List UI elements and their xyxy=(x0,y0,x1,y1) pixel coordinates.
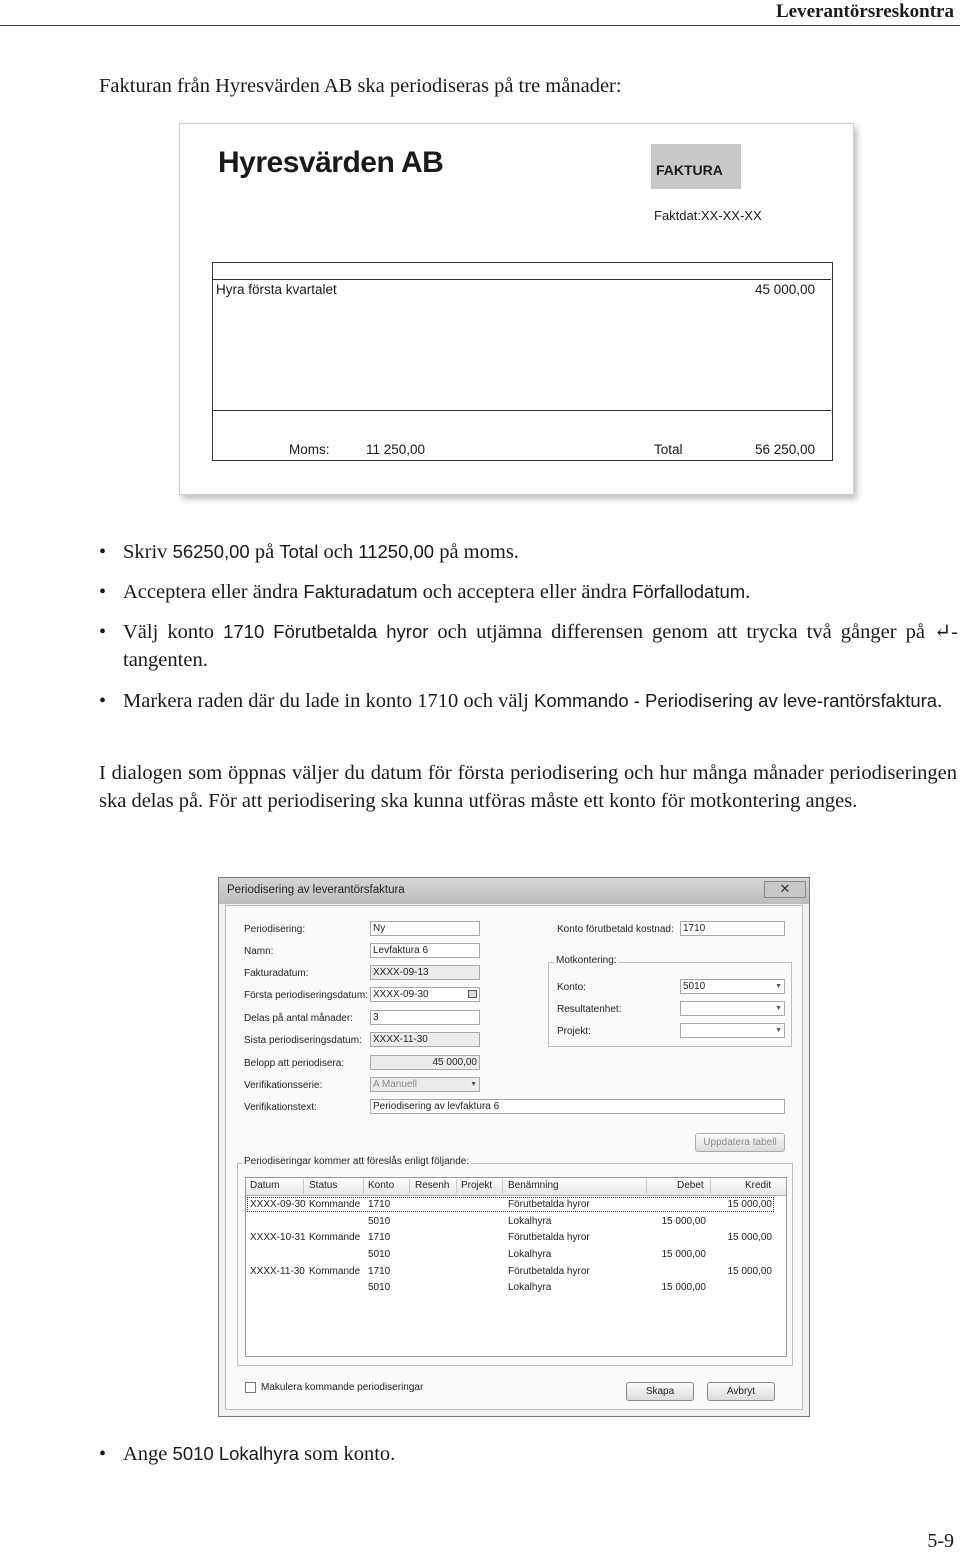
motkonto-select[interactable]: 5010 ▼ xyxy=(680,979,785,994)
column-divider xyxy=(409,1179,410,1194)
verifikationsserie-label: Verifikationsserie: xyxy=(244,1080,323,1091)
invoice-table-rule xyxy=(212,279,831,280)
close-icon[interactable]: ✕ xyxy=(764,881,806,898)
column-header[interactable]: Debet xyxy=(677,1180,704,1191)
makulera-label: Makulera kommande periodiseringar xyxy=(261,1382,424,1393)
cell-konto: 1710 xyxy=(368,1232,391,1243)
running-header: Leverantörsreskontra xyxy=(775,1,954,22)
invoice-table-rule xyxy=(212,410,831,411)
cell-kredit: 15 000,00 xyxy=(727,1199,772,1210)
column-header[interactable]: Datum xyxy=(250,1180,280,1191)
invoice-company: Hyresvärden AB xyxy=(218,146,444,179)
cell-kredit: 15 000,00 xyxy=(727,1232,772,1243)
dialog-title: Periodisering av leverantörsfaktura xyxy=(227,884,405,896)
save-button[interactable]: Skapa xyxy=(626,1382,694,1401)
bullet-marker: • xyxy=(99,1443,107,1465)
bullet-2: Acceptera eller ändra Fakturadatum och acceptera eller ändra Förfallodatum. xyxy=(123,581,751,603)
bullet-marker: • xyxy=(99,581,107,603)
belopp-label: Belopp att periodisera: xyxy=(244,1058,345,1069)
invoice-image xyxy=(179,123,854,495)
bullet-marker: • xyxy=(99,690,107,712)
invoice-line-desc: Hyra första kvartalet xyxy=(216,282,337,297)
invoice-total-value: 56 250,00 xyxy=(754,442,815,457)
cell-datum: XXXX-09-30 xyxy=(250,1199,306,1210)
column-header[interactable]: Konto xyxy=(368,1180,395,1191)
sista-periodiseringsdatum-label: Sista periodiseringsdatum: xyxy=(244,1035,362,1046)
cell-benamning: Lokalhyra xyxy=(508,1216,552,1227)
column-divider xyxy=(646,1179,647,1194)
motkonto-label: Konto: xyxy=(557,982,586,993)
verifikationstext-field[interactable]: Periodisering av levfaktura 6 xyxy=(370,1099,785,1114)
chevron-down-icon: ▼ xyxy=(775,1027,782,1034)
bullet-3: Välj konto 1710 Förutbetalda hyror och utjämna differensen genom att trycka två gånger på ↵-tangenten. xyxy=(123,621,958,671)
invoice-line-amount: 45 000,00 xyxy=(754,282,815,297)
fakturadatum-field: XXXX-09-13 xyxy=(370,965,480,980)
bullet-1: Skriv 56250,00 på Total och 11250,00 på moms. xyxy=(123,541,519,563)
column-divider xyxy=(456,1179,457,1194)
motkontering-legend: Motkontering: xyxy=(556,955,617,966)
cell-konto: 1710 xyxy=(368,1266,391,1277)
cell-konto: 1710 xyxy=(368,1199,391,1210)
column-header[interactable]: Resenh xyxy=(415,1180,450,1191)
delas-label: Delas på antal månader: xyxy=(244,1013,353,1024)
column-divider xyxy=(363,1179,364,1194)
verifikationsserie-select[interactable]: A Manuell ▼ xyxy=(370,1077,480,1092)
column-header[interactable]: Benämning xyxy=(508,1180,559,1191)
intro-text: Fakturan från Hyresvärden AB ska periodiseras på tre månader: xyxy=(99,75,622,97)
cell-debet: 15 000,00 xyxy=(661,1216,706,1227)
konto-forutbetald-field[interactable]: 1710 xyxy=(680,921,785,936)
cell-konto: 5010 xyxy=(368,1282,391,1293)
verifikationstext-label: Verifikationstext: xyxy=(244,1102,317,1113)
update-table-button[interactable]: Uppdatera tabell xyxy=(695,1133,785,1152)
fakturadatum-label: Fakturadatum: xyxy=(244,968,309,979)
projekt-label: Projekt: xyxy=(557,1026,591,1037)
cell-status: Kommande xyxy=(309,1266,361,1277)
cell-benamning: Lokalhyra xyxy=(508,1249,552,1260)
delas-field[interactable]: 3 xyxy=(370,1010,480,1025)
chevron-down-icon: ▼ xyxy=(775,983,782,990)
invoice-date: Faktdat:XX-XX-XX xyxy=(654,208,762,223)
invoice-moms-value: 11 250,00 xyxy=(366,442,426,457)
cell-status: Kommande xyxy=(309,1232,361,1243)
invoice-doc-label: FAKTURA xyxy=(656,162,723,178)
table-legend: Periodiseringar kommer att föreslås enligt följande: xyxy=(244,1156,470,1167)
makulera-checkbox[interactable] xyxy=(245,1382,256,1393)
cell-konto: 5010 xyxy=(368,1216,391,1227)
column-header[interactable]: Kredit xyxy=(745,1180,772,1191)
column-divider xyxy=(710,1179,711,1194)
cell-kredit: 15 000,00 xyxy=(727,1266,772,1277)
bullet-4: Markera raden där du lade in konto 1710 och välj Kommando - Periodisering av leve-rantörsfaktura. xyxy=(123,690,943,712)
namn-field[interactable]: Levfaktura 6 xyxy=(370,943,480,958)
sista-periodiseringsdatum-field: XXXX-11-30 xyxy=(370,1032,480,1047)
cell-benamning: Lokalhyra xyxy=(508,1282,552,1293)
cell-benamning: Förutbetalda hyror xyxy=(508,1199,590,1210)
enter-key-icon: ↵ xyxy=(933,621,952,643)
cell-konto: 5010 xyxy=(368,1249,391,1260)
konto-forutbetald-label: Konto förutbetald kostnad: xyxy=(557,924,674,935)
invoice-moms-label: Moms: xyxy=(289,442,330,457)
projekt-select[interactable] xyxy=(680,1023,785,1038)
cell-status: Kommande xyxy=(309,1199,361,1210)
bullet-marker: • xyxy=(99,621,107,643)
page-number: 5-9 xyxy=(927,1530,954,1552)
cell-datum: XXXX-11-30 xyxy=(250,1266,305,1277)
calendar-icon[interactable] xyxy=(468,990,477,998)
chevron-down-icon: ▼ xyxy=(775,1005,782,1012)
column-header[interactable]: Status xyxy=(309,1180,338,1191)
cell-benamning: Förutbetalda hyror xyxy=(508,1232,590,1243)
forsta-periodiseringsdatum-label: Första periodiseringsdatum: xyxy=(244,990,368,1001)
cell-datum: XXXX-10-31 xyxy=(250,1232,306,1243)
resultatenhet-label: Resultatenhet: xyxy=(557,1004,622,1015)
belopp-field: 45 000,00 xyxy=(370,1055,480,1070)
header-rule xyxy=(0,25,960,26)
forsta-periodiseringsdatum-field[interactable]: XXXX-09-30 xyxy=(370,987,480,1002)
cancel-button[interactable]: Avbryt xyxy=(707,1382,775,1401)
column-divider xyxy=(303,1179,304,1194)
resultatenhet-select[interactable] xyxy=(680,1001,785,1016)
body-paragraph: I dialogen som öppnas väljer du datum för första periodisering och hur många månader periodiseringen ska delas på. För att periodisering ska kunna utföras måste ett konto för motkontering anges. xyxy=(99,762,957,812)
bullet-marker: • xyxy=(99,541,107,563)
cell-debet: 15 000,00 xyxy=(661,1249,706,1260)
cell-debet: 15 000,00 xyxy=(661,1282,706,1293)
cell-benamning: Förutbetalda hyror xyxy=(508,1266,590,1277)
column-header[interactable]: Projekt xyxy=(461,1180,493,1191)
namn-label: Namn: xyxy=(244,946,274,957)
periodisering-field[interactable]: Ny xyxy=(370,921,480,936)
bullet-5: Ange 5010 Lokalhyra som konto. xyxy=(123,1443,396,1465)
column-divider xyxy=(502,1179,503,1194)
periodisering-label: Periodisering: xyxy=(244,924,306,935)
chevron-down-icon: ▼ xyxy=(470,1081,477,1088)
periodisering-table xyxy=(245,1177,787,1357)
table-header xyxy=(246,1178,786,1196)
invoice-total-label: Total xyxy=(654,442,683,457)
